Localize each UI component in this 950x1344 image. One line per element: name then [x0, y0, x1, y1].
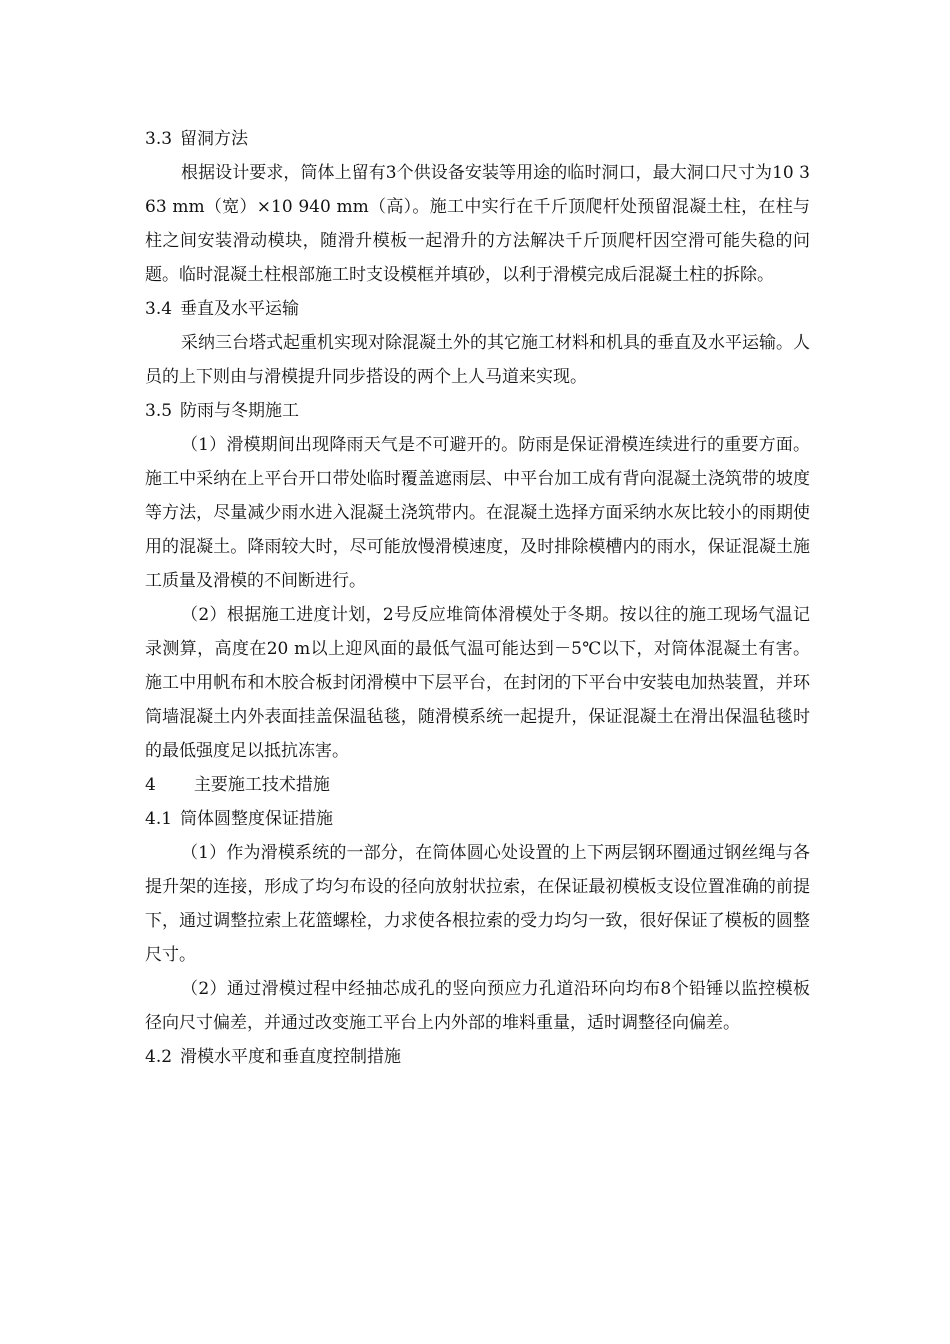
section-title: 垂直及水平运输	[180, 299, 300, 319]
section-title: 滑模水平度和垂直度控制措施	[180, 1047, 402, 1067]
section-title: 留洞方法	[180, 129, 249, 149]
section-number: 3.4	[145, 299, 173, 319]
section-title: 筒体圆整度保证措施	[180, 809, 334, 829]
paragraph: （1）作为滑模系统的一部分，在筒体圆心处设置的上下两层钢环圈通过钢丝绳与各提升架的连接，形成了均匀布设的径向放射状拉索，在保证最初模板支设位置准确的前提下，通过调整拉索上花篮螺栓，力求使各根拉索的受力均匀一致，很好保证了模板的圆整尺寸。	[145, 843, 810, 965]
section-title: 防雨与冬期施工	[180, 401, 300, 421]
section-heading-3-4	[145, 292, 810, 326]
section-number: 3.3	[145, 129, 173, 149]
paragraph: （2）通过滑模过程中经抽芯成孔的竖向预应力孔道沿环向均布8个铅锤以监控模板径向尺寸偏差，并通过改变施工平台上内外部的堆料重量，适时调整径向偏差。	[145, 979, 810, 1033]
paragraph: 根据设计要求，筒体上留有3个供设备安装等用途的临时洞口，最大洞口尺寸为10 363 mm（宽）×10 940 mm（高）。施工中实行在千斤顶爬杆处预留混凝土柱，在柱与柱之间安装滑动模块，随滑升模板一起滑升的方法解决千斤顶爬杆因空滑可能失稳的问题。临时混凝土柱根部施工时支设模框并填砂，以利于滑模完成后混凝土柱的拆除。	[145, 163, 810, 285]
section-heading-3-3	[145, 122, 810, 156]
section-number: 4.1	[145, 809, 173, 829]
section-heading-3-5	[145, 394, 810, 428]
section-number: 4	[145, 775, 156, 795]
paragraph: 采纳三台塔式起重机实现对除混凝土外的其它施工材料和机具的垂直及水平运输。人员的上下则由与滑模提升同步搭设的两个上人马道来实现。	[145, 333, 810, 387]
paragraph: （1）滑模期间出现降雨天气是不可避开的。防雨是保证滑模连续进行的重要方面。施工中采纳在上平台开口带处临时覆盖遮雨层、中平台加工成有背向混凝土浇筑带的坡度等方法，尽量减少雨水进入混凝土浇筑带内。在混凝土选择方面采纳水灰比较小的雨期使用的混凝土。降雨较大时，尽可能放慢滑模速度，及时排除模槽内的雨水，保证混凝土施工质量及滑模的不间断进行。	[145, 435, 810, 591]
section-number: 4.2	[145, 1047, 173, 1067]
document-body	[145, 122, 810, 1074]
section-heading-4-2	[145, 1040, 810, 1074]
section-title: 主要施工技术措施	[193, 775, 330, 795]
section-heading-4-1	[145, 802, 810, 836]
section-number: 3.5	[145, 401, 173, 421]
section-heading-4	[145, 768, 810, 802]
paragraph: （2）根据施工进度计划，2号反应堆筒体滑模处于冬期。按以往的施工现场气温记录测算，高度在20 m以上迎风面的最低气温可能达到－5℃以下，对筒体混凝土有害。施工中用帆布和木胶合板封闭滑模中下层平台，在封闭的下平台中安装电加热装置，并环筒墙混凝土内外表面挂盖保温毡毯，随滑模系统一起提升，保证混凝土在滑出保温毡毯时的最低强度足以抵抗冻害。	[145, 605, 810, 761]
